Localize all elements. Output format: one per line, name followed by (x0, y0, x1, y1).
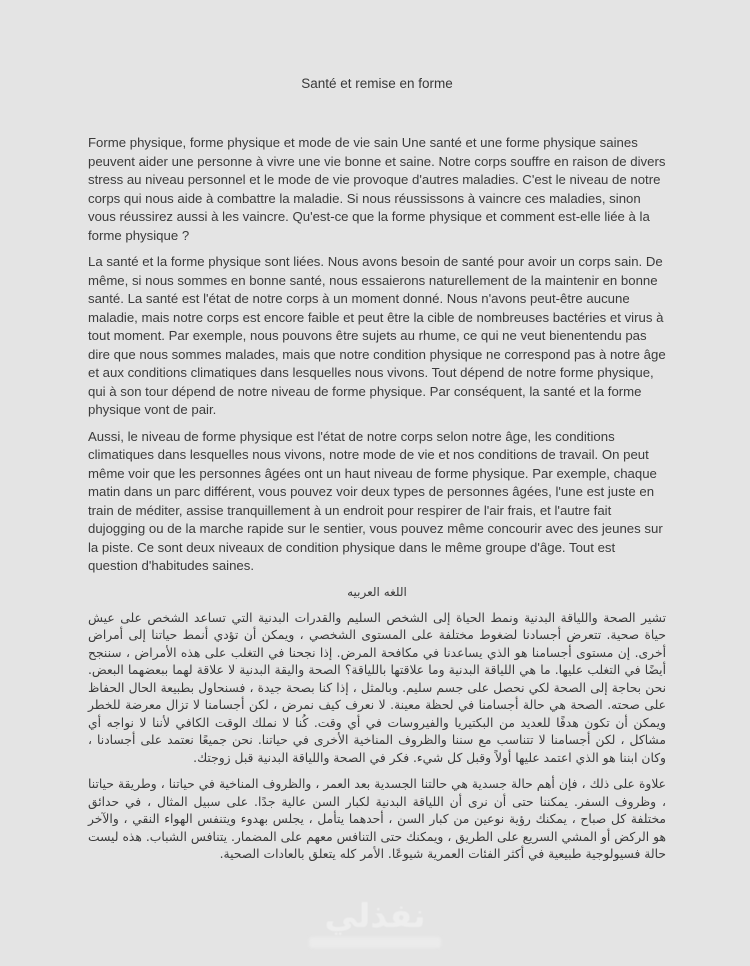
arabic-section (88, 610, 666, 864)
arabic-paragraph-1: تشير الصحة واللياقة البدنية ونمط الحياة إلى الشخص السليم والقدرات البدنية التي تساعد الشخص على عيش حياة صحية. تتعرض أجسادنا لضغوط مختلفة على المستوى الشخصي ، ويمكن أن تؤدي أنمط حياتنا إلى أمراض أخرى. إن مستوى أجسامنا هو الذي يساعدنا في مكافحة المرض. إذا نجحنا في التغلب على هذه الأمراض ، سننجح أيضًا في التغلب عليها. ما هي اللياقة البدنية وما علاقتها باللياقة؟ الصحة واليقة البدنية لا علاقة لهما ببعضهما البعض. نحن بحاجة إلى الصحة لكي نحصل على جسم سليم. وبالمثل ، إذا كنا بصحة جيدة ، فسنحاول بطبيعة الحال الحفاظ على صحته. الصحة هي حالة أجسامنا في لحظة معينة. لا نعرف كيف نمرض ، لكن أجسامنا لا تزال معرضة للخطر ويمكن أن تكون هدفًا للعديد من البكتيريا والفيروسات في أي وقت. كُنا لا نملك الوقت الكافي لأننا لا نواجه أي مشاكل ، لكن أجسامنا لا تتناسب مع سننا والظروف المناخية الأخرى في حياتنا. نحن جميعًا نعتمد على أجسادنا ، وكان ابننا هو الذي اعتمد عليها أولاً وقبل كل شيء. فكر في الصحة واللياقة البدنية قبل زوجتك. (88, 610, 666, 765)
document-title: Santé et remise en forme (301, 76, 453, 91)
french-paragraph-1: Forme physique, forme physique et mode de vie sain Une santé et une forme physique saines peuvent aider une personne à vivre une vie bonne et saine. Notre corps souffre en raison de divers stress au niveau personnel et le mode de vie provoque d'autres maladies. C'est le niveau de notre corps qui nous aide à combattre la maladie. Si nous réussissons à vaincre ces maladies, sinon vous réussirez aussi à les vaincre. Qu'est-ce que la forme physique et comment est-elle liée à la forme physique ? (88, 135, 666, 243)
arabic-section-heading: اللغه العربيه (347, 584, 407, 599)
french-section (88, 134, 666, 576)
watermark-logo-text: نفذلي (324, 896, 426, 935)
french-paragraph-3: Aussi, le niveau de forme physique est l'état de notre corps selon notre âge, les conditions climatiques dans lesquelles nous vivons, notre mode de vie et nos conditions de travail. On peut même voir que les personnes âgées ont un haut niveau de forme physique. Par exemple, chaque matin dans un parc différent, vous pouvez voir deux types de personnes âgées, l'une est juste en train de méditer, assise tranquillement à un endroit pour respirer de l'air frais, et l'autre fait dujogging ou de la marche rapide sur le sentier, vous pouvez même concourir avec des jeunes sur la piste. Ce sont deux niveaux de condition physique dans le même groupe d'âge. Tout est question d'habitudes saines. (88, 428, 663, 573)
arabic-paragraph-2: علاوة على ذلك ، فإن أهم حالة جسدية هي حالتنا الجسدية بعد العمر ، والظروف المناخية في حياتنا ، وطريقة حياتنا ، وظروف السفر. يمكننا حتى أن نرى أن اللياقة البدنية لكبار السن عالية جدًا. على سبيل المثال ، في حدائق مختلفة كل صباح ، يمكنك رؤية نوعين من كبار السن ، أحدهما يتأمل ، يجلس بهدوء ويتنفس الهواء النقي ، والآخر هو الركض أو المشي السريع على الطريق ، ويمكنك حتى التنافس معهم على المضمار. يتنافس الشباب. هذه ليست حالة فسيولوجية طبيعية في أكثر الفئات العمرية شيوعًا. الأمر كله يتعلق بالعادات الصحية. (88, 777, 666, 861)
watermark-subtext-blur (309, 937, 441, 948)
watermark (0, 898, 750, 948)
french-paragraph-2: La santé et la forme physique sont liées. Nous avons besoin de santé pour avoir un corps sain. De même, si nous sommes en bonne santé, nous essaierons naturellement de la maintenir en bonne santé. La santé est l'état de notre corps à un moment donné. Nous n'avons peut-être aucune maladie, mais notre corps est encore faible et peut être la cible de nombreuses bactéries et virus à tout moment. Par exemple, nous pouvons être sujets au rhume, ce qui ne veut bienentendu pas dire que nous sommes malades, mais que notre condition physique ne correspond pas à notre âge et aux conditions climatiques dans lesquelles nous vivons. Tout dépend de notre forme physique, qui à son tour dépend de notre niveau de forme physique. Par conséquent, la santé et la forme physique vont de pair. (88, 254, 666, 417)
